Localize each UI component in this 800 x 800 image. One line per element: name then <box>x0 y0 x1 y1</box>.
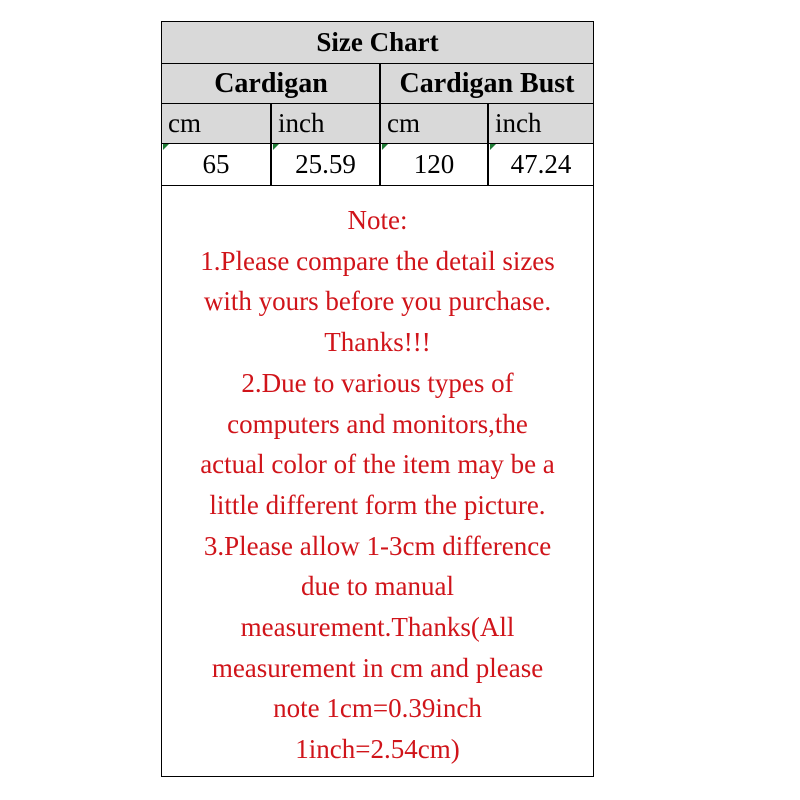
note-line: 3.Please allow 1-3cm difference <box>203 530 552 561</box>
note-line: due to manual <box>301 571 454 602</box>
header-cardigan: Cardigan <box>214 67 328 99</box>
note-line: little different form the picture. <box>209 489 546 520</box>
header-row <box>162 64 593 104</box>
value-cell-cardigan-cm: 65 <box>202 149 230 179</box>
cell-marker-icon <box>273 144 279 150</box>
size-chart-sheet <box>161 21 594 777</box>
unit-cell-inch: inch <box>278 108 325 138</box>
cell-marker-icon <box>382 144 388 150</box>
value-cell-bust-inch: 47.24 <box>510 149 572 179</box>
size-chart-title: Size Chart <box>162 22 593 64</box>
header-cardigan-bust: Cardigan Bust <box>399 67 575 99</box>
note-line: measurement in cm and please <box>211 652 544 683</box>
unit-cell-cm: cm <box>387 108 420 138</box>
unit-cell-cm: cm <box>168 108 201 138</box>
note-line: actual color of the item may be a <box>200 449 555 480</box>
note-line: measurement.Thanks(All <box>240 612 515 643</box>
note-line: note 1cm=0.39inch <box>273 693 482 724</box>
unit-row <box>162 104 593 144</box>
value-row <box>162 144 593 186</box>
value-cell-cardigan-inch: 25.59 <box>295 149 356 179</box>
note-line: Thanks!!! <box>324 327 431 358</box>
unit-cell-inch: inch <box>495 108 542 138</box>
note-line: with yours before you purchase. <box>203 286 552 317</box>
note-line: 1inch=2.54cm) <box>295 734 460 765</box>
cell-marker-icon <box>490 144 496 150</box>
note-line: Note: <box>347 205 408 235</box>
note-block <box>162 200 593 770</box>
note-line: 2.Due to various types of <box>241 367 514 398</box>
value-cell-bust-cm: 120 <box>413 149 455 179</box>
note-line: 1.Please compare the detail sizes <box>200 245 555 276</box>
cell-marker-icon <box>163 144 169 150</box>
note-line: computers and monitors,the <box>227 408 528 439</box>
